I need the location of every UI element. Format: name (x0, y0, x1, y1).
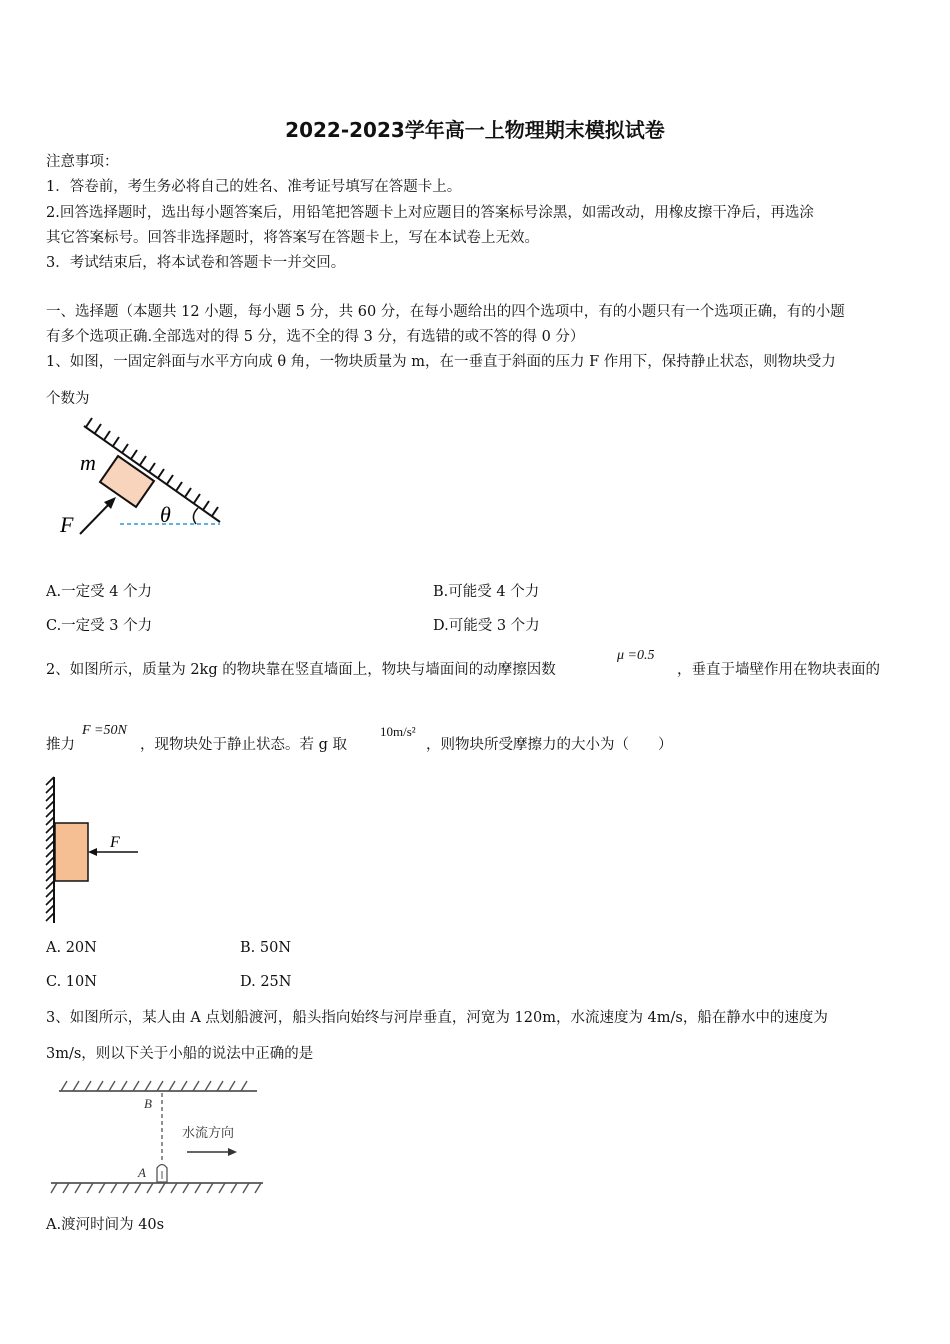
q1-option-b[interactable]: B.可能受 4 个力 (433, 584, 540, 600)
q3-river-figure (45, 1075, 270, 1200)
q2-option-d[interactable]: D. 25N (240, 974, 292, 990)
q2-option-b[interactable]: B. 50N (240, 940, 292, 956)
q1-force-label: F (60, 512, 74, 537)
q3-point-b-label: B (144, 1096, 152, 1111)
q2-stem-part-3: 推力 (46, 737, 75, 753)
page-title: 2022-2023学年高一上物理期末模拟试卷 (285, 118, 665, 142)
q3-option-a[interactable]: A.渡河时间为 40s (46, 1217, 165, 1233)
q3-stem-line-1: 3、如图所示，某人由 A 点划船渡河，船头指向始终与河岸垂直，河宽为 120m，水流速度为 4m/s，船在静水中的速度为 (46, 1010, 828, 1026)
q2-mu-formula: μ =0.5 (617, 648, 655, 663)
q1-option-c[interactable]: C.一定受 3 个力 (46, 618, 153, 634)
notes-line-2b: 其它答案标号。回答非选择题时，将答案写在答题卡上，写在本试卷上无效。 (46, 230, 539, 246)
q2-option-a[interactable]: A. 20N (46, 940, 97, 956)
q1-option-a[interactable]: A.一定受 4 个力 (46, 584, 153, 600)
q2-wall-figure (40, 775, 150, 925)
q3-flow-label: 水流方向 (182, 1126, 235, 1141)
q2-force-formula: F =50N (82, 723, 127, 738)
q2-stem-part-2: ，垂直于墙壁作用在物块表面的 (677, 662, 880, 678)
q1-stem-line-2: 个数为 (46, 391, 90, 407)
q1-mass-label: m (80, 450, 96, 475)
notes-heading: 注意事项： (46, 154, 119, 170)
q1-option-d[interactable]: D.可能受 3 个力 (433, 618, 540, 634)
section-line-1: 一、选择题（本题共 12 小题，每小题 5 分，共 60 分，在每小题给出的四个选项中，有的小题只有一个选项正确，有的小题 (46, 304, 845, 320)
q2-option-c[interactable]: C. 10N (46, 974, 97, 990)
q2-stem-part-1: 2、如图所示，质量为 2kg 的物块靠在竖直墙面上，物块与墙面间的动摩擦因数 (46, 662, 556, 678)
q1-stem-line-1: 1、如图，一固定斜面与水平方向成 θ 角，一物块质量为 m，在一垂直于斜面的压力 F 作用下，保持静止状态，则物块受力 (46, 354, 836, 370)
q3-stem-line-2: 3m/s，则以下关于小船的说法中正确的是 (46, 1046, 314, 1062)
q2-g-formula: 10m/s² (380, 724, 416, 739)
q1-angle-label: θ (160, 502, 171, 527)
notes-line-2a: 2.回答选择题时，选出每小题答案后，用铅笔把答题卡上对应题目的答案标号涂黑，如需改动，用橡皮擦干净后，再选涂 (46, 205, 814, 221)
q2-stem-part-5: ，则物块所受摩擦力的大小为（ ） (426, 737, 673, 753)
q1-incline-figure (50, 418, 230, 548)
section-line-2: 有多个选项正确.全部选对的得 5 分，选不全的得 3 分，有选错的或不答的得 0 分） (46, 329, 585, 345)
notes-line-3: 3．考试结束后，将本试卷和答题卡一并交回。 (46, 255, 346, 271)
q3-point-a-label: A (138, 1165, 146, 1180)
q2-force-label: F (110, 834, 120, 851)
q2-stem-part-4: ，现物块处于静止状态。若 g 取 (140, 737, 347, 753)
notes-line-1: 1．答卷前，考生务必将自己的姓名、准考证号填写在答题卡上。 (46, 179, 462, 195)
